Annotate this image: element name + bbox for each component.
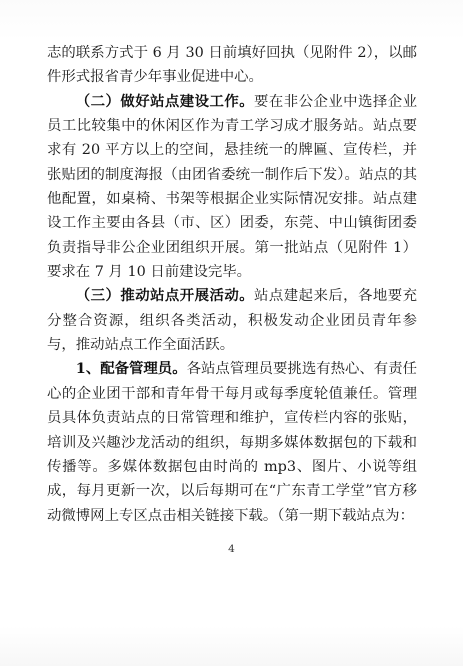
paragraph-text: 站点建起来后，各地要充分整合资源，组织各类活动，积极发动企业团员青年参与，推动站点工作全面活跃。 — [47, 288, 417, 354]
document-body — [47, 41, 417, 528]
paragraph-site-construction — [47, 90, 417, 285]
section-heading-site-activities: （三）推动站点开展活动。 — [75, 287, 255, 305]
section-heading-site-construction: （二）做好站点建设工作。 — [75, 92, 255, 110]
subsection-heading-administrator: 1、配备管理员。 — [75, 360, 187, 378]
paragraph-text: 各站点管理员要挑选有热心、有责任心的企业团干部和青年骨干每月或每季度轮值兼任。管理员具体负责站点的日常管理和维护，宣传栏内容的张贴，培训及兴趣沙龙活动的组织，每期多媒体数据包的下载和传播等。多媒体数据包由时尚的 mp3、图片、小说等组成，每月更新一次，以后每期可在“广东青工学堂”官方移动微博网上专区点击相关链接下载。（第一期下载站点为： — [47, 361, 417, 524]
paragraph-text: 要在非公企业中选择企业员工比较集中的休闲区作为青工学习成才服务站。站点要求有 20 平方以上的空间，悬挂统一的牌匾、宣传栏，并张贴团的制度海报（由团省委统一制作后下发）。站点的其他配置，如桌椅、书架等根据企业实际情况安排。站点建设工作主要由各县（市、区）团委，东莞、中山镇街团委负责指导非公企业团组织开展。第一批站点（见附件 1）要求在 7 月 10 日前建设完毕。 — [47, 93, 417, 281]
paragraph-text: 志的联系方式于 6 月 30 日前填好回执（见附件 2），以邮件形式报省青少年事业促进中心。 — [47, 45, 417, 86]
paragraph-site-activities — [47, 284, 417, 357]
paragraph-administrator — [47, 357, 417, 527]
paragraph-reply-deadline — [47, 41, 417, 90]
page-number: 4 — [228, 543, 235, 555]
